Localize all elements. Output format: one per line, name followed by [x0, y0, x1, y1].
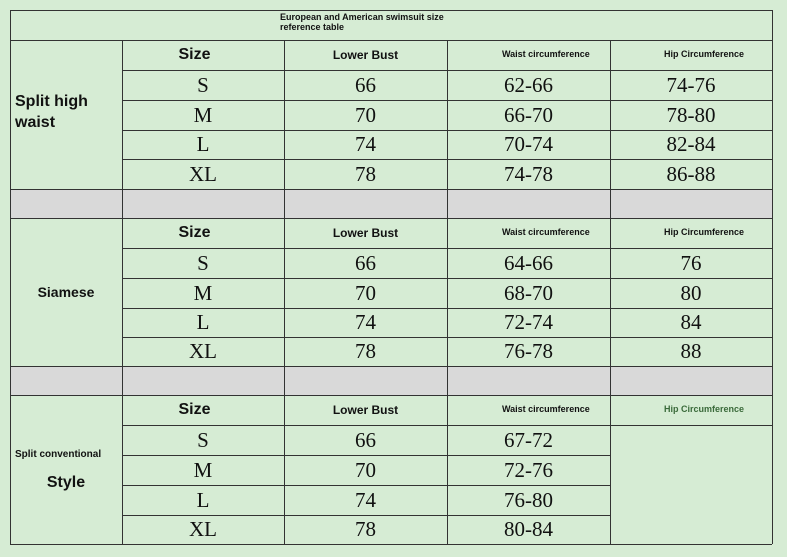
grid-line	[772, 10, 773, 544]
waist-value: 70-74	[504, 132, 553, 156]
waist-value: 76-78	[504, 339, 553, 363]
bust-value: 78	[355, 339, 376, 363]
cell-bust	[284, 278, 447, 308]
size-value: S	[197, 427, 209, 452]
cell-bust	[284, 455, 447, 485]
size-value: XL	[189, 517, 217, 541]
bust-value: 74	[355, 132, 376, 156]
cell-bust	[284, 425, 447, 455]
size-value: L	[196, 132, 210, 156]
hip-value: 88	[680, 339, 702, 363]
cell-waist	[447, 485, 610, 515]
bust-value: 66	[355, 427, 376, 452]
hip-value: 78-80	[666, 102, 716, 127]
bust-value: 70	[355, 102, 376, 127]
waist-value: 68-70	[504, 280, 553, 305]
cell-waist	[447, 100, 610, 130]
section-label-line2: Style	[46, 474, 86, 491]
cell-bust	[284, 100, 447, 130]
cell-bust	[284, 337, 447, 366]
cell-hip	[610, 70, 772, 100]
section-label-text: Siamese	[37, 284, 95, 300]
hip-value: 86-88	[666, 161, 716, 186]
grid-line	[10, 10, 11, 544]
header-waist	[502, 218, 610, 248]
waist-value: 74-78	[504, 161, 553, 186]
header-waist-text: Waist circumference	[502, 227, 590, 238]
bust-value: 74	[355, 310, 376, 334]
cell-waist	[447, 130, 610, 159]
cell-bust	[284, 485, 447, 515]
title-text: European and American swimsuit size reference table	[280, 12, 444, 32]
header-waist	[502, 40, 610, 70]
header-hip	[664, 42, 764, 68]
waist-value: 62-66	[504, 72, 553, 97]
header-lower-bust-text: Lower Bust	[332, 403, 399, 417]
header-lower-bust	[284, 218, 447, 248]
cell-bust	[284, 248, 447, 278]
waist-value: 72-76	[504, 457, 553, 482]
cell-bust	[284, 70, 447, 100]
hip-value: 76	[680, 250, 702, 275]
cell-bust	[284, 159, 447, 189]
bust-value: 74	[355, 487, 376, 512]
cell-hip	[610, 278, 772, 308]
table-title	[280, 13, 480, 37]
cell-waist	[447, 515, 610, 544]
size-value: M	[193, 280, 213, 305]
cell-hip	[610, 248, 772, 278]
header-size-text: Size	[178, 401, 211, 418]
hip-value: 74-76	[666, 72, 716, 97]
header-waist-text: Waist circumference	[502, 49, 590, 60]
cell-waist	[447, 425, 610, 455]
cell-size	[122, 485, 284, 515]
bust-value: 78	[355, 161, 376, 186]
header-lower-bust-text: Lower Bust	[332, 226, 399, 240]
cell-hip	[610, 100, 772, 130]
cell-hip	[610, 130, 772, 159]
cell-bust	[284, 308, 447, 337]
waist-value: 64-66	[504, 250, 553, 275]
grid-line	[10, 189, 772, 190]
header-lower-bust	[284, 395, 447, 425]
section-label-line1: Split conventional	[15, 448, 102, 460]
waist-value: 80-84	[504, 517, 553, 541]
cell-size	[122, 515, 284, 544]
header-waist	[502, 395, 610, 425]
size-value: L	[196, 487, 210, 512]
cell-waist	[447, 278, 610, 308]
header-size-text: Size	[178, 46, 211, 63]
header-size	[122, 395, 267, 425]
header-hip	[664, 397, 764, 423]
grid-line	[10, 10, 772, 11]
size-value: S	[197, 250, 209, 275]
cell-size	[122, 159, 284, 189]
cell-waist	[447, 248, 610, 278]
waist-value: 67-72	[504, 427, 553, 452]
size-value: S	[197, 72, 209, 97]
header-size	[122, 40, 267, 70]
waist-value: 76-80	[504, 487, 553, 512]
waist-value: 66-70	[504, 102, 553, 127]
cell-waist	[447, 337, 610, 366]
hip-value: 82-84	[666, 132, 716, 156]
cell-hip	[610, 308, 772, 337]
section-label-text: Split high waist	[15, 92, 88, 131]
header-hip-text: Hip Circumference	[664, 49, 745, 60]
separator-row	[10, 189, 772, 219]
hip-value: 80	[680, 280, 702, 305]
section-label	[10, 280, 122, 304]
cell-hip	[610, 159, 772, 189]
separator-row	[10, 366, 772, 396]
grid-line	[10, 544, 772, 545]
header-size	[122, 218, 267, 248]
cell-waist	[447, 455, 610, 485]
bust-value: 78	[355, 517, 376, 541]
bust-value: 70	[355, 457, 376, 482]
cell-bust	[284, 515, 447, 544]
header-lower-bust-text: Lower Bust	[332, 48, 399, 62]
cell-waist	[447, 159, 610, 189]
cell-waist	[447, 70, 610, 100]
bust-value: 70	[355, 280, 376, 305]
cell-size	[122, 278, 284, 308]
cell-hip	[610, 337, 772, 366]
size-value: XL	[189, 161, 217, 186]
header-lower-bust	[284, 40, 447, 70]
grid-line	[10, 366, 772, 367]
size-value: M	[193, 102, 213, 127]
cell-size	[122, 130, 284, 159]
size-value: L	[196, 310, 210, 334]
cell-size	[122, 100, 284, 130]
cell-bust	[284, 130, 447, 159]
bust-value: 66	[355, 72, 376, 97]
cell-size	[122, 337, 284, 366]
cell-waist	[447, 308, 610, 337]
waist-value: 72-74	[504, 310, 553, 334]
header-waist-text: Waist circumference	[502, 404, 590, 415]
section-label	[10, 472, 122, 494]
size-value: XL	[189, 339, 217, 363]
cell-size	[122, 248, 284, 278]
cell-size	[122, 425, 284, 455]
header-hip-text: Hip Circumference	[664, 227, 745, 238]
cell-size	[122, 308, 284, 337]
header-hip-text: Hip Circumference	[664, 404, 745, 415]
hip-value: 84	[680, 310, 702, 334]
cell-size	[122, 455, 284, 485]
section-label	[15, 445, 120, 463]
cell-size	[122, 70, 284, 100]
header-size-text: Size	[178, 224, 211, 241]
bust-value: 66	[355, 250, 376, 275]
section-label	[15, 90, 120, 135]
header-hip	[664, 220, 764, 246]
size-value: M	[193, 457, 213, 482]
